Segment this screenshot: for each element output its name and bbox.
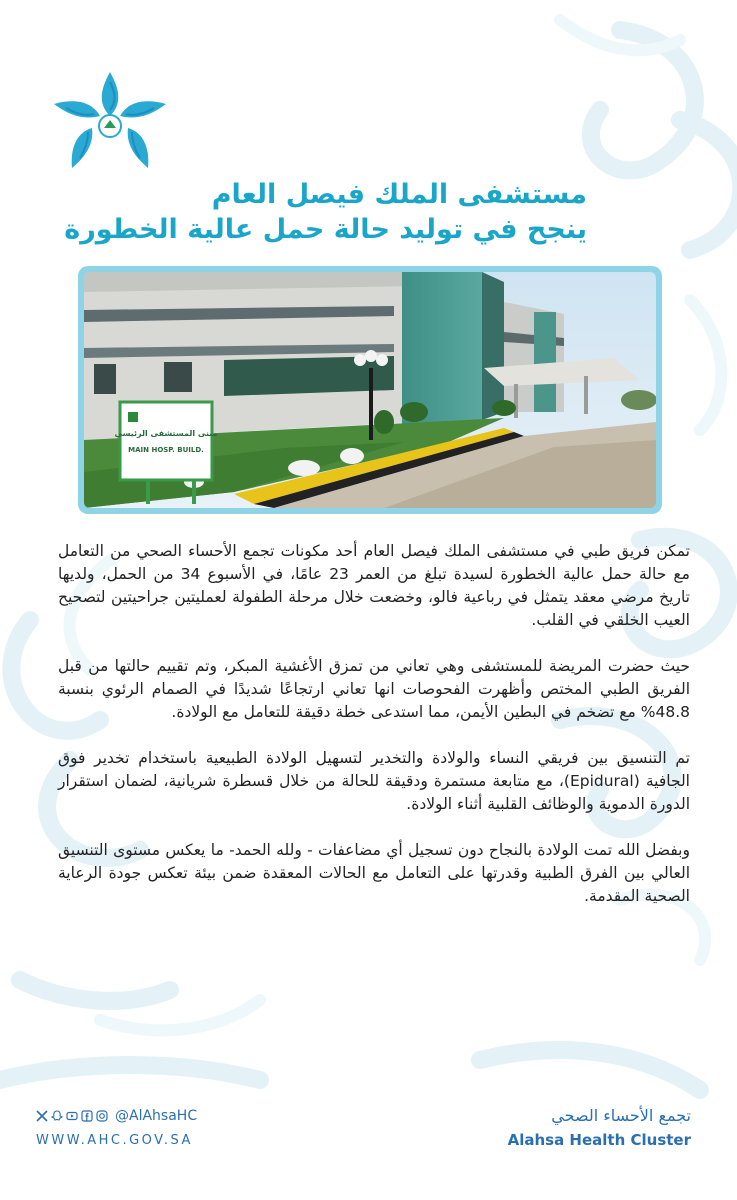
headline: [27, 178, 587, 248]
sign-text-en: MAIN HOSP. BUILD.: [128, 446, 204, 454]
alahsa-cluster-logo: [50, 70, 170, 170]
brand-name-ar: تجمع الأحساء الصحي: [551, 1106, 691, 1125]
article-paragraph-2: حيث حضرت المريضة للمستشفى وهي تعاني من تمزق الأغشية المبكر، وتم تقييم حالتها من قبل الفريق الطبي المختص وأظهرت الفحوصات انها تعاني ارتجاعًا شديدًا في الصمام الرئوي بنسبة 48.8% مع تضخم في البطين الأيمن، مما استدعى خطة دقيقة للتعامل مع الولادة.: [58, 657, 690, 721]
instagram-icon[interactable]: [96, 1110, 108, 1122]
social-handle[interactable]: @AlAhsaHC: [115, 1108, 198, 1124]
facebook-icon[interactable]: [81, 1110, 93, 1122]
website-link[interactable]: WWW.AHC.GOV.SA: [36, 1133, 193, 1148]
article-paragraph-1: تمكن فريق طبي في مستشفى الملك فيصل العام أحد مكونات تجمع الأحساء الصحي من التعامل مع حالة حمل عالية الخطورة لسيدة تبلغ من العمر 23 عامًا، في الأسبوع 34 من الحمل، ولديها تاريخ مرضي معقد يتمثل في رباعية فالو، وخضعت خلال مرحلة الطفولة لعمليتين جراحيتين لتصحيح العيب الخلقي في القلب.: [58, 542, 690, 629]
photo-content: [84, 272, 656, 508]
brand-name-en: Alahsa Health Cluster: [507, 1131, 691, 1149]
social-links: [36, 1108, 197, 1124]
x-icon[interactable]: [36, 1110, 48, 1122]
headline-line-1: مستشفى الملك فيصل العام: [211, 179, 587, 210]
article-body: [58, 540, 690, 931]
hospital-building-illustration: [84, 272, 656, 508]
headline-line-2: ينجح في توليد حالة حمل عالية الخطورة: [64, 214, 587, 245]
sign-text-ar: مبنى المستشفى الرئيسي: [114, 429, 218, 438]
article-paragraph-4: وبفضل الله تمت الولادة بالنجاح دون تسجيل أي مضاعفات - ولله الحمد- ما يعكس مستوى التنسيق العالي بين الفرق الطبية وقدرتها على التعامل مع الحالات المعقدة ضمن بيئة تعكس جودة الرعاية الصحية المقدمة.: [58, 841, 690, 905]
snapchat-icon[interactable]: [51, 1110, 63, 1122]
hospital-photo: [78, 266, 662, 514]
youtube-icon[interactable]: [66, 1110, 78, 1122]
article-paragraph-3: تم التنسيق بين فريقي النساء والولادة والتخدير لتسهيل الولادة الطبيعية باستخدام تخدير فوق الجافية (Epidural)، مع متابعة مستمرة ودقيقة للحالة من خلال قسطرة شريانية، لضمان استقرار الدورة الدموية والوظائف القلبية أثناء الولادة.: [58, 749, 690, 813]
